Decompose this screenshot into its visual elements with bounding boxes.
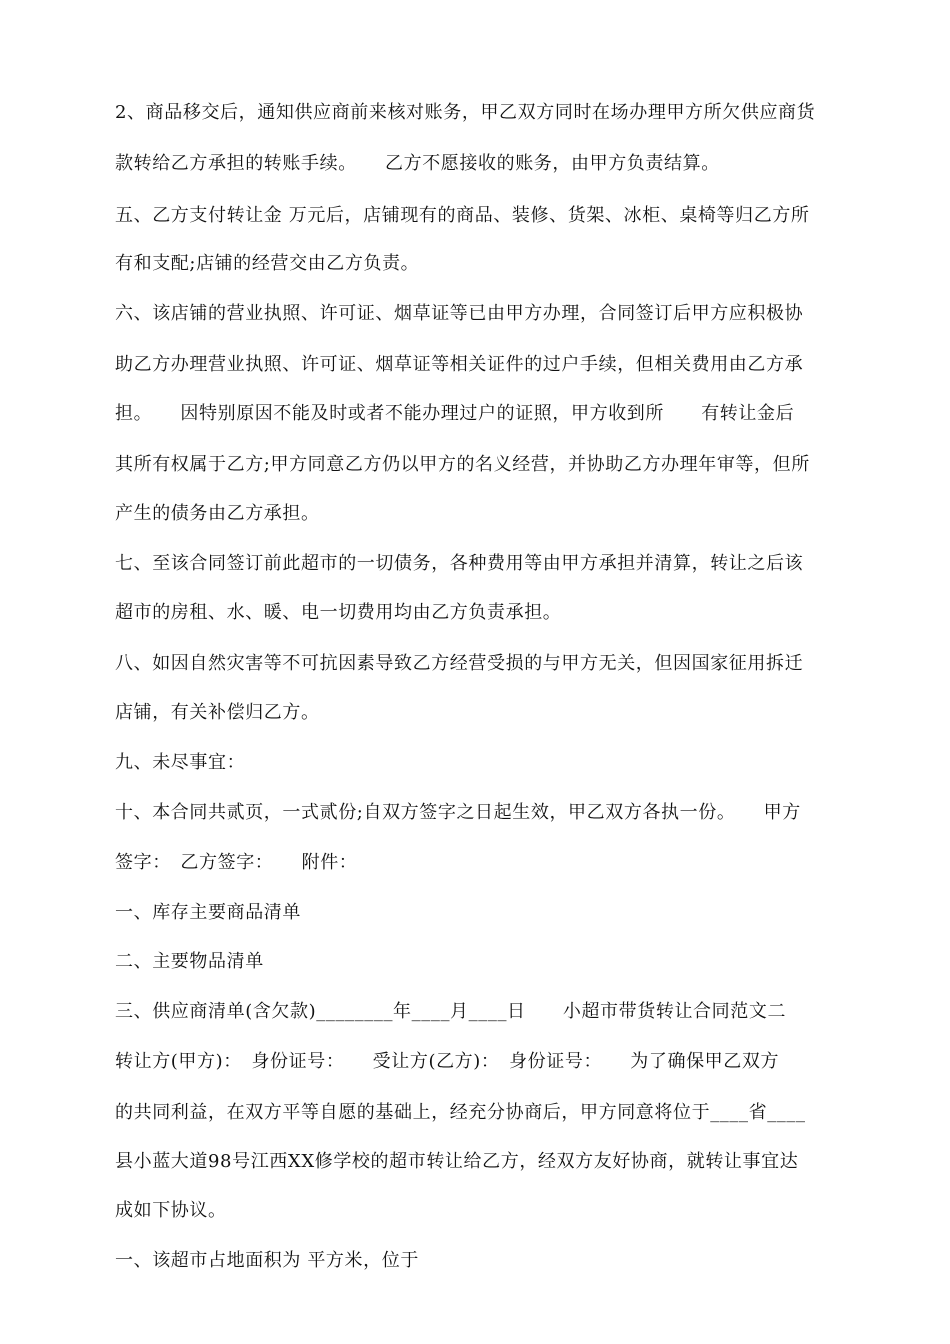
paragraph-line: 十、本合同共贰页，一式贰份;自双方签字之日起生效，甲乙双方各执一份。 甲方 (115, 802, 801, 823)
paragraph-line: 七、至该合同签订前此超市的一切债务，各种费用等由甲方承担并清算，转让之后该 (115, 553, 804, 574)
paragraph-line: 六、该店铺的营业执照、许可证、烟草证等已由甲方办理，合同签订后甲方应积极协 (115, 303, 804, 324)
paragraph-line: 成如下协议。 (115, 1200, 227, 1221)
paragraph-line: 担。 因特别原因不能及时或者不能办理过户的证照，甲方收到所 有转让金后 (115, 403, 795, 424)
paragraph-line: 助乙方办理营业执照、许可证、烟草证等相关证件的过户手续，但相关费用由乙方承 (115, 354, 804, 375)
paragraph-line: 签字： 乙方签字： 附件： (115, 852, 358, 873)
paragraph-line: 其所有权属于乙方;甲方同意乙方仍以甲方的名义经营，并协助乙方办理年审等，但所 (115, 454, 810, 475)
paragraph-line: 八、如因自然灾害等不可抗因素导致乙方经营受损的与甲方无关，但因国家征用拆迁 (115, 653, 804, 674)
paragraph-line: 款转给乙方承担的转账手续。 乙方不愿接收的账务，由甲方负责结算。 (115, 153, 720, 174)
paragraph-line: 九、未尽事宜： (115, 752, 246, 773)
paragraph-line: 五、乙方支付转让金 万元后，店铺现有的商品、装修、货架、冰柜、桌椅等归乙方所 (115, 205, 810, 226)
paragraph-line: 三、供应商清单(含欠款)________年____月____日 小超市带货转让合同范文二 (115, 1001, 787, 1022)
paragraph-line: 有和支配;店铺的经营交由乙方负责。 (115, 253, 420, 274)
paragraph-line: 店铺，有关补偿归乙方。 (115, 702, 320, 723)
paragraph-line: 的共同利益，在双方平等自愿的基础上，经充分协商后，甲方同意将位于____省____ (115, 1102, 806, 1123)
paragraph-line: 转让方(甲方)： 身份证号： 受让方(乙方)： 身份证号： 为了确保甲乙双方 (115, 1051, 780, 1072)
paragraph-line: 县小蓝大道98号江西XX修学校的超市转让给乙方，经双方友好协商，就转让事宜达 (115, 1151, 799, 1172)
paragraph-line: 超市的房租、水、暖、电一切费用均由乙方负责承担。 (115, 602, 562, 623)
paragraph-line: 产生的债务由乙方承担。 (115, 503, 320, 524)
paragraph-line: 2、商品移交后，通知供应商前来核对账务，甲乙双方同时在场办理甲方所欠供应商货 (115, 102, 816, 123)
paragraph-line: 一、该超市占地面积为 平方米，位于 (115, 1250, 419, 1271)
paragraph-line: 一、库存主要商品清单 (115, 902, 301, 923)
paragraph-line: 二、主要物品清单 (115, 951, 264, 972)
